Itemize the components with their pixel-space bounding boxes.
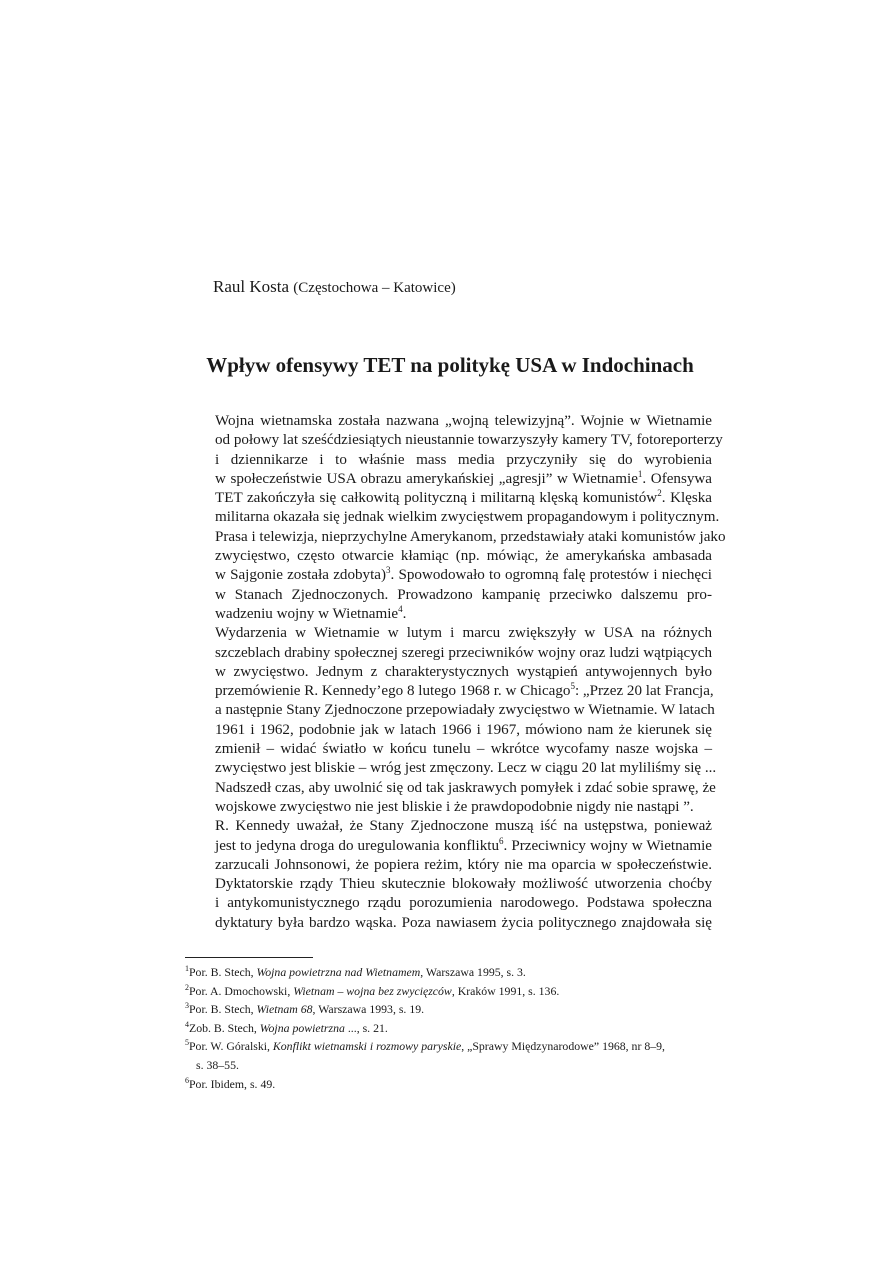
footnote-ref[interactable]: 3 <box>386 565 391 576</box>
paragraph-2 <box>185 624 717 817</box>
footnote-ref[interactable]: 6 <box>499 835 504 846</box>
footnote-ref[interactable]: 5 <box>570 681 575 692</box>
text-line: jest to jedyna droga do uregulowania konfliktu$^6$. Przeciwnicy wojny w Wietnamie <box>215 835 712 854</box>
article-title: Wpływ ofensywy TET na politykę USA w Indochinach <box>206 353 694 377</box>
footnote-ref[interactable]: 4 <box>398 603 403 614</box>
text-line: wojskowe zwycięstwo nie jest bliskie i że prawdopodobnie nigdy nie nastąpi ”. <box>215 798 694 815</box>
footnote-ref[interactable]: 1 <box>637 468 643 479</box>
footnote: $^4$Zob. B. Stech, Wojna powietrzna ..., s. 21. <box>185 1019 388 1035</box>
text-line: Dyktatorskie rządy Thieu skutecznie blokowały możliwość utworzenia choćby <box>215 876 712 893</box>
text-line: 1961 i 1962, podobnie jak w latach 1966 i 1967, mówiono nam że kierunek się <box>215 721 712 738</box>
text-line: Prasa i telewizja, nieprzychylne Amerykanom, przedstawiały ataki komunistów jako <box>215 528 726 545</box>
footnote-divider <box>185 957 313 958</box>
paragraph-3 <box>185 817 712 933</box>
text-line: od połowy lat sześćdziesiątych nieustannie towarzyszyły kamery TV, fotoreporterzy <box>215 432 723 449</box>
author-line <box>213 277 456 297</box>
author-affiliation: (Częstochowa – Katowice) <box>293 280 456 296</box>
text-line: przemówienie R. Kennedy’ego 8 lutego 1968 r. w Chicago$^5$: „Przez 20 lat Francja, <box>215 681 714 700</box>
paragraph-1 <box>185 412 726 624</box>
text-line: a następnie Stany Zjednoczone przepowiadały zwycięstwo w Wietnamie. W latach <box>215 702 715 719</box>
text-line: R. Kennedy uważał, że Stany Zjednoczone muszą iść na ustępstwa, ponieważ <box>215 818 712 835</box>
footnote: $^6$Por. Ibidem, s. 49. <box>185 1075 276 1091</box>
article-body <box>185 412 726 933</box>
text-line: TET zakończyła się całkowitą polityczną i militarną klęską komunistów$^2$. Klęska <box>215 488 712 507</box>
footnote-ref[interactable]: 2 <box>657 488 662 499</box>
text-line: Wojna wietnamska została nazwana „wojną telewizyjną”. Wojnie w Wietnamie <box>215 413 712 429</box>
text-line: w Stanach Zjednoczonych. Prowadzono kampanię przeciwko dalszemu pro- <box>215 586 712 603</box>
text-line: szczeblach drabiny społecznej szeregi przeciwników wojny oraz ludzi wątpiących <box>215 644 712 661</box>
footnote: $^1$Por. B. Stech, Wojna powietrzna nad Wietnamem, Warszawa 1995, s. 3. <box>185 964 526 979</box>
footnotes <box>185 963 715 1093</box>
text-line: zwycięstwo, często otwarcie kłamiąc (np. mówiąc, że amerykańska ambasada <box>215 548 712 565</box>
text-line: zwycięstwo jest bliskie – wróg jest zmęczony. Lecz w ciągu 20 lat myliliśmy się ... <box>215 760 717 777</box>
text-line: zmienił – widać światło w końcu tunelu – wkrótce wycofamy nasze wojska – <box>215 741 712 758</box>
footnote: $^2$Por. A. Dmochowski, Wietnam – wojna bez zwycięzców, Kraków 1991, s. 136. <box>185 982 560 998</box>
footnote: $^3$Por. B. Stech, Wietnam 68, Warszawa 1993, s. 19. <box>185 1001 425 1017</box>
text-line: w społeczeństwie USA obrazu amerykańskiej „agresji” w Wietnamie$^1$. Ofensywa <box>215 468 712 487</box>
author-name: Raul Kosta <box>213 277 290 296</box>
footnote: $^5$Por. W. Góralski, Konflikt wietnamski i rozmowy paryskie, „Sprawy Międzynarodowe” 1968, nr 8–9, <box>185 1038 665 1054</box>
text-line: Wydarzenia w Wietnamie w lutym i marcu zwiększyły w USA na różnych <box>215 625 712 642</box>
text-line: w zwycięstwo. Jednym z charakterystycznych wystąpień antywojennych było <box>215 663 712 680</box>
text-line: i antykomunistycznego rządu porozumienia narodowego. Podstawa społeczna <box>215 895 712 912</box>
text-line: wadzeniu wojny w Wietnamie$^4$. <box>215 603 407 622</box>
text-line: i dziennikarze i to właśnie mass media przyczyniły się do wyrobienia <box>215 451 712 468</box>
text-line: dyktatury była bardzo wąska. Poza nawiasem życia politycznego znajdowała się <box>215 914 712 931</box>
text-line: zarzucali Johnsonowi, że popiera reżim, który nie ma oparcia w społeczeństwie. <box>215 856 712 873</box>
footnote-continuation: s. 38–55. <box>196 1057 239 1072</box>
text-line: w Sajgonie została zdobyta)$^3$. Spowodowało to ogromną falę protestów i niechęci <box>215 565 712 584</box>
text-line: militarna okazała się jednak wielkim zwycięstwem propagandowym i politycznym. <box>215 509 720 526</box>
text-line: Nadszedł czas, aby uwolnić się od tak jaskrawych pomyłek i zdać sobie sprawę, że <box>215 779 716 796</box>
